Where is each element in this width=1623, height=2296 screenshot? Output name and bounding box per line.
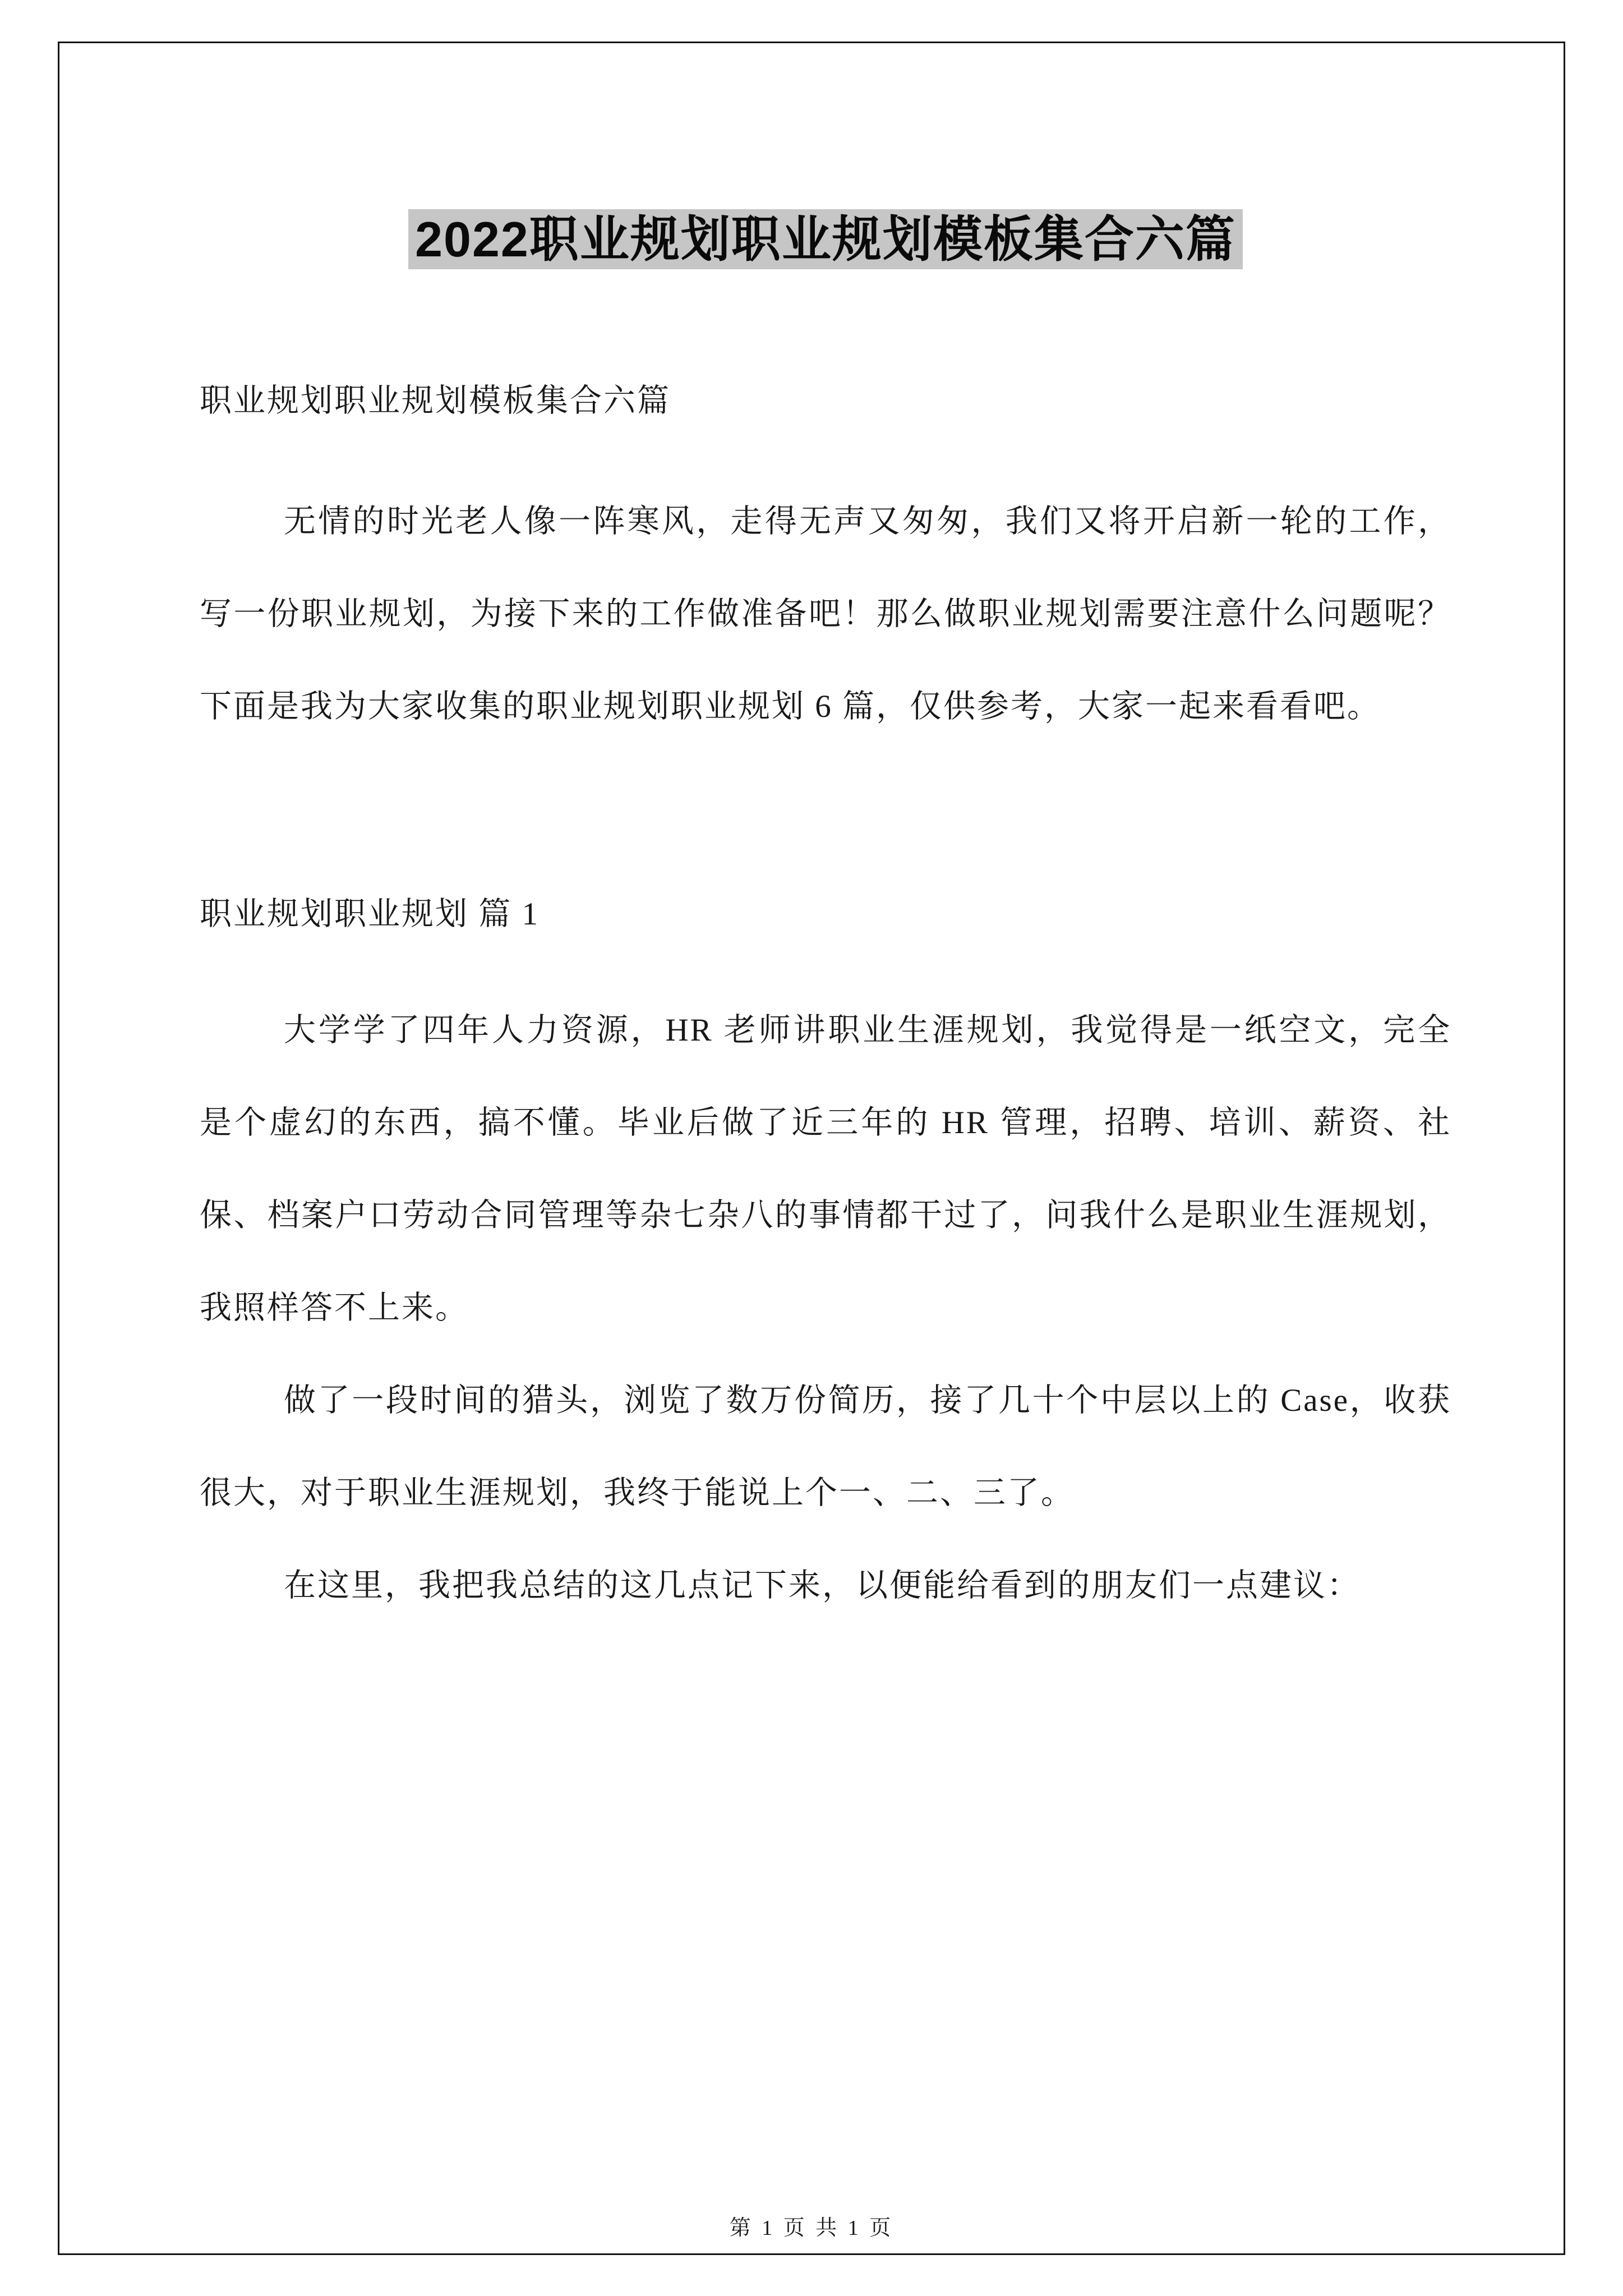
paragraph-section-heading: 职业规划职业规划 篇 1 <box>200 896 540 932</box>
page-footer <box>59 2210 1564 2241</box>
page-number-text: 第 1 页 共 1 页 <box>729 2216 894 2240</box>
highlighted-title-text: 2022职业规划职业规划模板集合六篇 <box>408 209 1243 269</box>
document-title <box>200 209 1451 270</box>
paragraph-body-2: 做了一段时间的猎头，浏览了数万份简历，接了几十个中层以上的 Case，收获很大，对于职业生涯规划，我终于能说上个一、二、三了。 <box>200 1383 1451 1511</box>
paragraph-intro: 无情的时光老人像一阵寒风，走得无声又匆匆，我们又将开启新一轮的工作，写一份职业规划，为接下来的工作做准备吧！那么做职业规划需要注意什么问题呢？下面是我为大家收集的职业规划职业规划 6 篇，仅供参考，大家一起来看看吧。 <box>200 504 1451 724</box>
paragraph-heading-repeat: 职业规划职业规划模板集合六篇 <box>200 383 671 418</box>
document-content <box>59 43 1564 1632</box>
paragraph-body-3: 在这里，我把我总结的这几点记下来，以便能给看到的朋友们一点建议： <box>284 1568 1361 1603</box>
paragraph-body-1: 大学学了四年人力资源，HR 老师讲职业生涯规划，我觉得是一纸空文，完全是个虚幻的东西，搞不懂。毕业后做了近三年的 HR 管理，招聘、培训、薪资、社保、档案户口劳动合同管理等杂七杂八的事情都干过了，问我什么是职业生涯规划，我照样答不上来。 <box>200 1013 1451 1326</box>
page-border <box>58 42 1565 2255</box>
